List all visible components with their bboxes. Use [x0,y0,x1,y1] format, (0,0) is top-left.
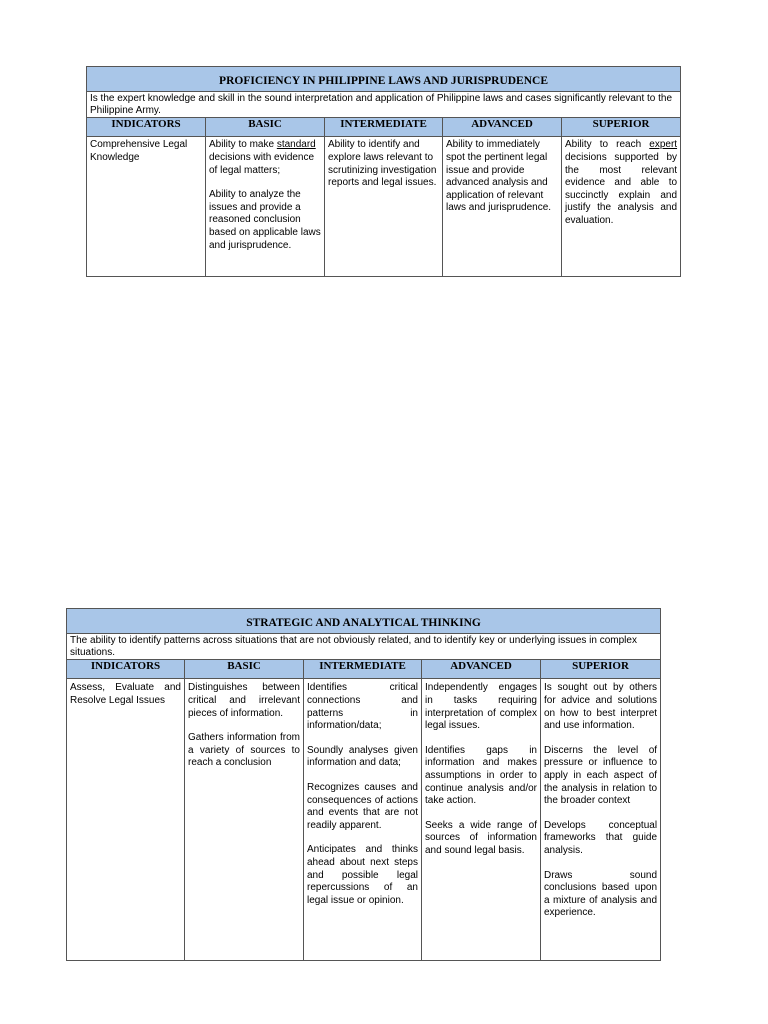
superior-text: decisions supported by the most relevant evidence and able to succinctly explain and justify the analysis and evaluation. [565,152,678,226]
advanced-paragraph: Identifies gaps in information and makes assumptions in order to continue analysis and/or take action. [425,744,537,807]
advanced-cell [443,137,562,277]
header-indicators: INDICATORS [87,118,206,137]
header-indicators: INDICATORS [67,660,185,679]
basic-cell [185,679,304,961]
header-intermediate: INTERMEDIATE [304,660,422,679]
table-title: STRATEGIC AND ANALYTICAL THINKING [67,609,661,634]
indicator-text: Comprehensive Legal Knowledge [90,139,188,163]
superior-paragraph: Draws sound conclusions based upon a mixture of analysis and experience. [544,869,658,919]
superior-paragraph: Is sought out by others for advice and solutions on how to best interpret and use information. [544,682,658,732]
intermediate-paragraph: Anticipates and thinks ahead about next steps and possible legal repercussions of an legal issue or opinion. [307,844,418,906]
indicator-text: Assess, Evaluate and Resolve Legal Issues [70,682,181,706]
superior-paragraph: Develops conceptual frameworks that guide analysis. [544,819,658,856]
basic-paragraph: Gathers information from a variety of sources to reach a conclusion [188,732,300,769]
advanced-text: Ability to immediately spot the pertinent legal issue and provide advanced analysis and application of relevant laws and jurisprudence. [446,139,552,214]
superior-cell [562,137,681,277]
table-description: The ability to identify patterns across situations that are not obviously related, and to identify key or underlying issues in complex situations. [67,634,661,660]
basic-underlined-text: standard [276,139,316,151]
intermediate-text: Ability to identify and explore laws relevant to scrutinizing investigation reports and legal issues. [328,139,437,189]
proficiency-table [86,66,681,277]
advanced-cell [422,679,541,961]
basic-text: decisions with evidence of legal matters; [209,152,315,176]
indicator-cell [67,679,185,961]
header-basic: BASIC [185,660,304,679]
strategic-thinking-table [66,608,661,961]
intermediate-cell [325,137,443,277]
basic-paragraph: Ability to analyze the issues and provide a reasoned conclusion based on applicable laws and jurisprudence. [209,189,321,251]
intermediate-paragraph: Recognizes causes and consequences of actions and events that are not readily apparent. [307,781,418,831]
indicator-cell [87,137,206,277]
advanced-paragraph: Independently engages in tasks requiring interpretation of complex legal issues. [425,682,537,732]
advanced-paragraph: Seeks a wide range of sources of information and sound legal basis. [425,819,537,856]
header-superior: SUPERIOR [541,660,661,679]
table-description: Is the expert knowledge and skill in the sound interpretation and application of Philippine laws and cases significantly relevant to the Philippine Army. [87,92,681,118]
basic-paragraph [209,139,321,177]
table-title: PROFICIENCY IN PHILIPPINE LAWS AND JURISPRUDENCE [87,67,681,92]
superior-text: Ability to reach [565,139,650,151]
header-advanced: ADVANCED [422,660,541,679]
basic-text: Ability to make [209,139,277,151]
intermediate-paragraph: Identifies critical connections and patterns in information/data; [307,682,418,732]
superior-underlined-text: expert [649,139,678,151]
header-superior: SUPERIOR [562,118,681,137]
header-advanced: ADVANCED [443,118,562,137]
intermediate-cell [304,679,422,961]
header-intermediate: INTERMEDIATE [325,118,443,137]
basic-paragraph: Distinguishes between critical and irrelevant pieces of information. [188,682,300,719]
intermediate-paragraph: Soundly analyses given information and data; [307,744,418,769]
superior-cell [541,679,661,961]
superior-paragraph: Discerns the level of pressure or influence to apply in each aspect of the analysis in relation to the broader context [544,744,658,807]
basic-cell [206,137,325,277]
header-basic: BASIC [206,118,325,137]
